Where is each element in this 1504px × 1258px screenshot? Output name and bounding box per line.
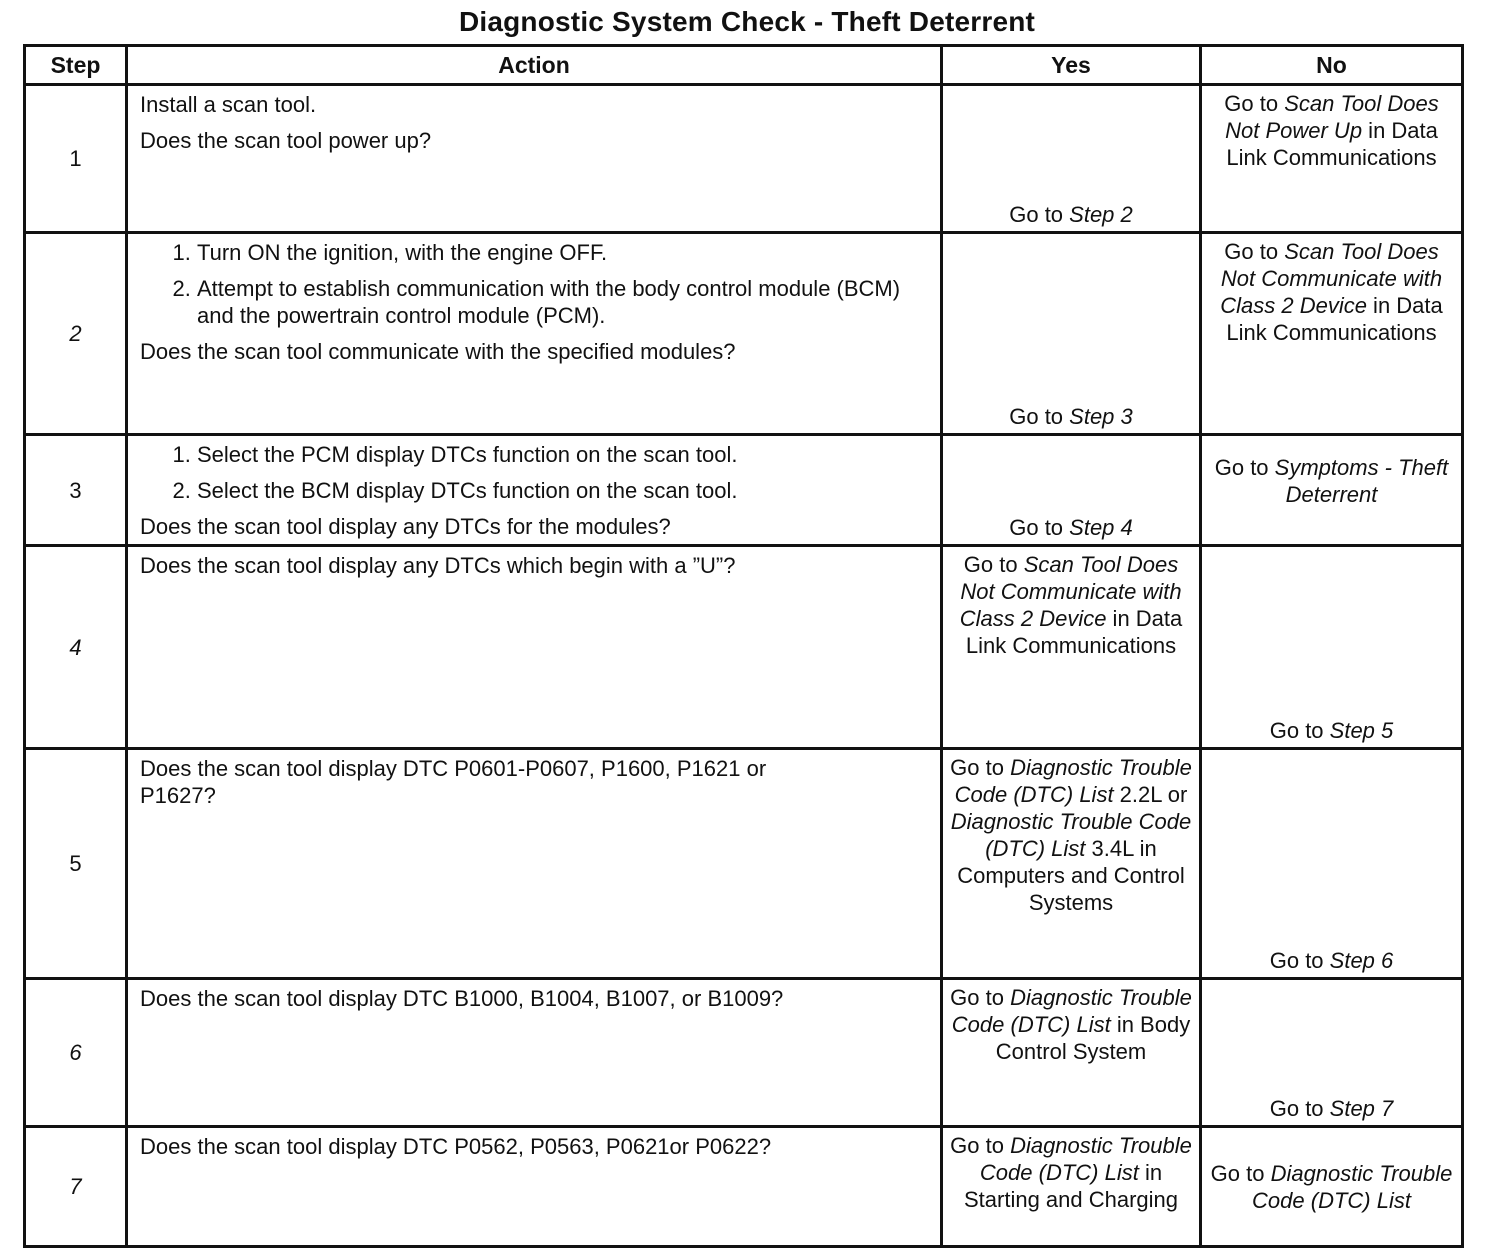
no-link[interactable]: Step 5 — [1329, 718, 1394, 743]
table-row-step-3 — [25, 435, 1463, 546]
action-cell — [127, 979, 942, 1127]
yes-cell — [942, 1127, 1201, 1247]
action-question: Does the scan tool display DTC P0601-P0607, P1600, P1621 or P1627? — [140, 756, 767, 808]
header-step: Step — [25, 46, 127, 85]
yes-link[interactable]: Diagnostic Trouble Code (DTC) List — [951, 985, 1192, 1037]
no-link[interactable]: Symptoms - Theft Deterrent — [1274, 455, 1449, 507]
table-row-step-6 — [25, 979, 1463, 1127]
action-steps — [140, 441, 930, 504]
action-question: Does the scan tool display any DTCs which begin with a ”U”? — [140, 553, 736, 578]
no-link[interactable]: Step 7 — [1329, 1096, 1394, 1121]
no-suffix: in Data Link Communications — [1226, 293, 1443, 345]
no-prefix: Go to — [1269, 1096, 1330, 1121]
action-step-item: 1. Turn ON the ignition, with the engine OFF. — [197, 239, 930, 266]
yes-cell — [942, 435, 1201, 546]
action-cell — [127, 1127, 942, 1247]
action-cell — [127, 85, 942, 233]
yes-suffix: in Data Link Communications — [965, 606, 1183, 658]
no-link[interactable]: Scan Tool Does Not Communicate with Class 2 Device — [1220, 239, 1443, 318]
yes-link[interactable]: Step 3 — [1069, 404, 1133, 429]
step-number: 5 — [25, 749, 127, 979]
no-cell — [1201, 749, 1463, 979]
yes-suffix: in Body Control System — [995, 1012, 1191, 1064]
header-no: No — [1201, 46, 1463, 85]
yes-link-2[interactable]: Diagnostic Trouble Code (DTC) List — [950, 809, 1192, 861]
step-number: 7 — [25, 1127, 127, 1247]
yes-prefix: Go to — [950, 1133, 1011, 1158]
yes-prefix: Go to — [1009, 515, 1070, 540]
yes-cell — [942, 233, 1201, 435]
no-link[interactable]: Scan Tool Does Not Power Up — [1225, 91, 1439, 143]
table-row-step-7 — [25, 1127, 1463, 1247]
yes-link[interactable]: Diagnostic Trouble Code (DTC) List — [954, 755, 1192, 807]
step-number: 3 — [25, 435, 127, 546]
diagnostic-table — [23, 44, 1464, 1248]
yes-prefix: Go to — [963, 552, 1024, 577]
action-step-item: 2. Attempt to establish communication with the body control module (BCM) and the powertrain control module (PCM). — [197, 275, 930, 329]
no-cell — [1201, 979, 1463, 1127]
action-question: Does the scan tool display DTC B1000, B1004, B1007, or B1009? — [140, 986, 784, 1011]
yes-cell — [942, 749, 1201, 979]
table-header-row — [25, 46, 1463, 85]
header-action: Action — [127, 46, 942, 85]
yes-link[interactable]: Step 4 — [1069, 515, 1133, 540]
yes-middle: 2.2L or — [1113, 782, 1188, 807]
no-suffix: in Data Link Communications — [1226, 118, 1438, 170]
yes-link[interactable]: Step 2 — [1069, 202, 1133, 227]
no-cell — [1201, 1127, 1463, 1247]
yes-prefix: Go to — [950, 755, 1011, 780]
yes-suffix: 3.4L in Computers and Control Systems — [957, 836, 1185, 915]
no-prefix: Go to — [1269, 948, 1330, 973]
step-number: 1 — [25, 85, 127, 233]
yes-cell — [942, 546, 1201, 749]
no-prefix: Go to — [1214, 455, 1275, 480]
step-number: 2 — [25, 233, 127, 435]
no-link[interactable]: Step 6 — [1329, 948, 1394, 973]
no-prefix: Go to — [1224, 91, 1285, 116]
yes-link[interactable]: Diagnostic Trouble Code (DTC) List — [979, 1133, 1192, 1185]
no-prefix: Go to — [1224, 239, 1285, 264]
table-row-step-5 — [25, 749, 1463, 979]
no-cell — [1201, 435, 1463, 546]
action-step-item: 1. Select the PCM display DTCs function on the scan tool. — [197, 441, 930, 468]
no-cell — [1201, 233, 1463, 435]
action-question: Does the scan tool communicate with the specified modules? — [140, 339, 736, 364]
yes-cell — [942, 979, 1201, 1127]
header-yes: Yes — [942, 46, 1201, 85]
no-prefix: Go to — [1269, 718, 1330, 743]
yes-suffix: in Starting and Charging — [963, 1160, 1179, 1212]
yes-prefix: Go to — [1009, 202, 1070, 227]
no-prefix: Go to — [1210, 1160, 1271, 1186]
yes-prefix: Go to — [1009, 404, 1070, 429]
action-question: Does the scan tool display DTC P0562, P0563, P0621or P0622? — [140, 1134, 772, 1159]
action-cell — [127, 546, 942, 749]
action-question: Does the scan tool power up? — [140, 128, 432, 153]
action-steps — [140, 239, 930, 329]
yes-link[interactable]: Scan Tool Does Not Communicate with Class 2 Device — [959, 552, 1182, 631]
table-row-step-2 — [25, 233, 1463, 435]
step-number: 6 — [25, 979, 127, 1127]
no-cell — [1201, 85, 1463, 233]
action-cell — [127, 233, 942, 435]
yes-cell — [942, 85, 1201, 233]
action-cell — [127, 435, 942, 546]
page-title: Diagnostic System Check - Theft Deterrent — [458, 6, 1036, 37]
table-row-step-1 — [25, 85, 1463, 233]
no-cell — [1201, 546, 1463, 749]
step-number: 4 — [25, 546, 127, 749]
table-row-step-4 — [25, 546, 1463, 749]
yes-prefix: Go to — [950, 985, 1011, 1010]
no-link[interactable]: Diagnostic Trouble Code (DTC) List — [1252, 1160, 1453, 1213]
action-question: Does the scan tool display any DTCs for the modules? — [140, 514, 671, 539]
action-cell — [127, 749, 942, 979]
action-line: Install a scan tool. — [140, 92, 317, 117]
action-step-item: 2. Select the BCM display DTCs function on the scan tool. — [197, 477, 930, 504]
